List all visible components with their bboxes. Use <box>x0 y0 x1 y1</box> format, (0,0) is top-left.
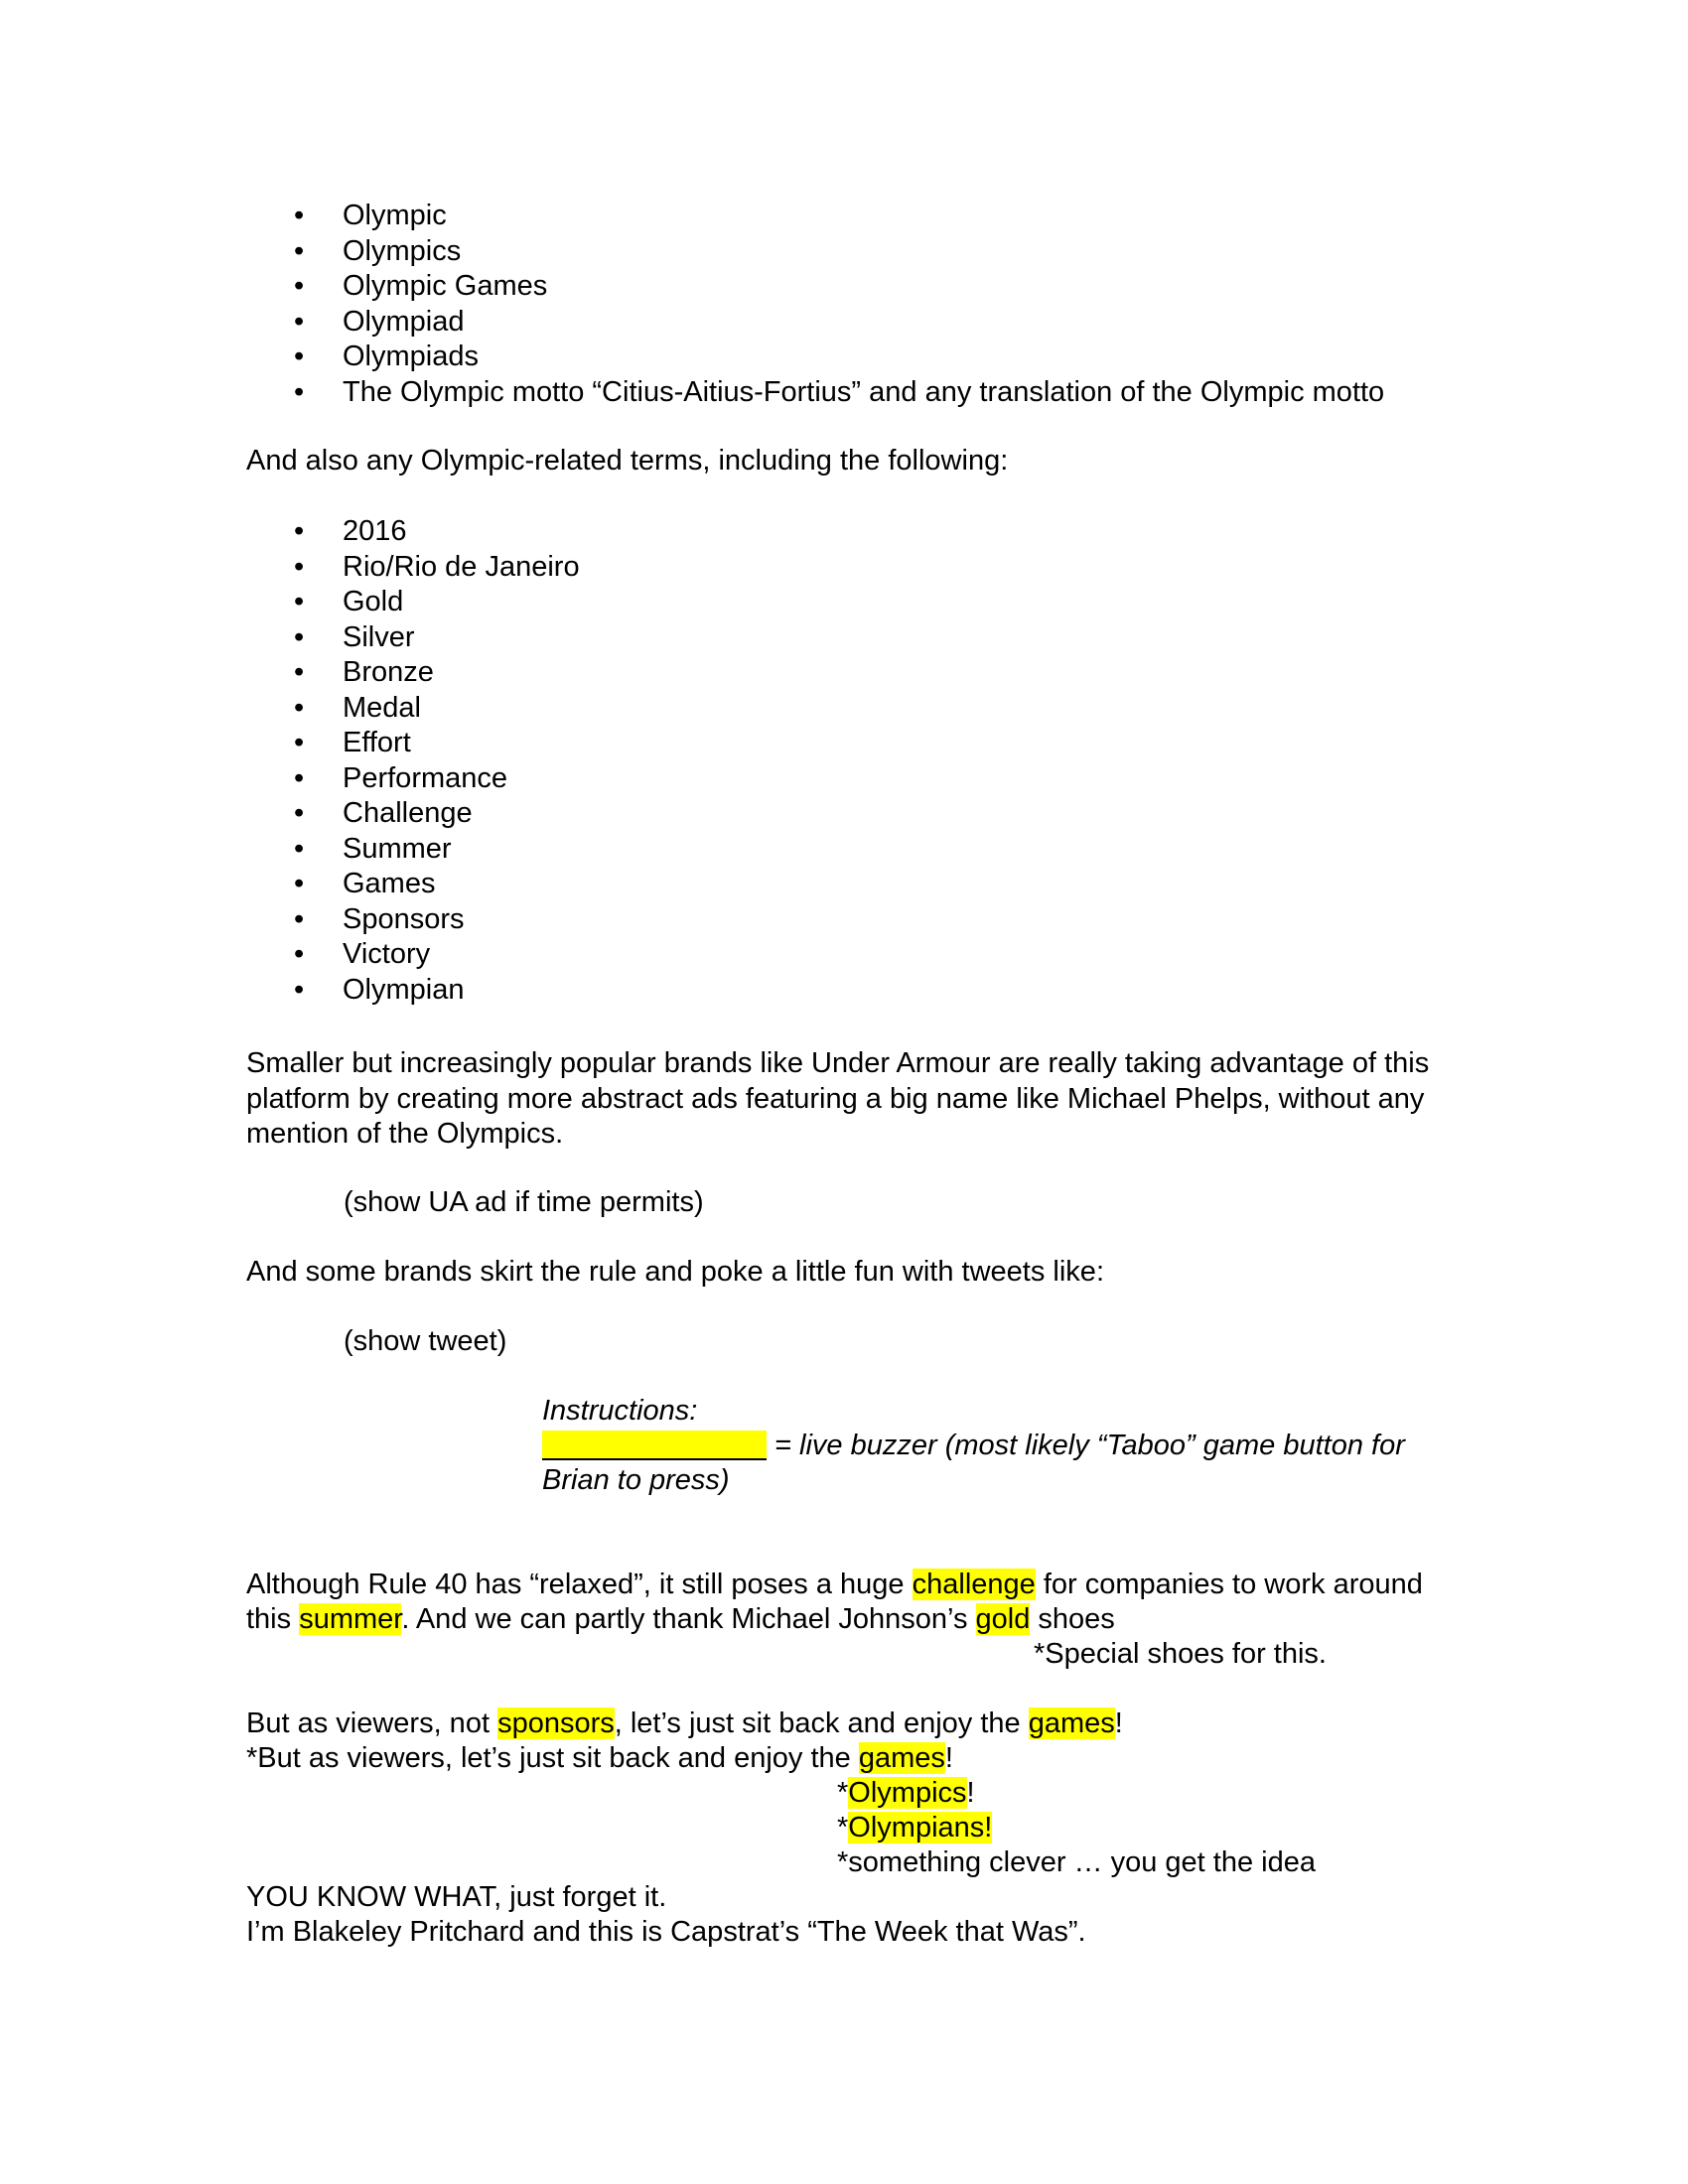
buzzer-word: games <box>1028 1707 1115 1739</box>
viewers-line-1: But as viewers, not sponsors, let’s just sit back and enjoy the games! <box>246 1707 1123 1739</box>
instructions-line-2: Brian to press) <box>542 1464 730 1496</box>
viewers-alt-olympians: *Olympians! <box>837 1812 993 1843</box>
buzzer-word: gold <box>975 1603 1031 1635</box>
rule40-line-1: Although Rule 40 has “relaxed”, it still poses a huge challenge for companies to work around <box>246 1569 1423 1600</box>
stage-direction-ua-ad: (show UA ad if time permits) <box>344 1186 704 1218</box>
signoff-line: I’m Blakeley Pritchard and this is Capstrat’s “The Week that Was”. <box>246 1916 1086 1948</box>
rule40-line-2: this summer. And we can partly thank Michael Johnson’s gold shoes <box>246 1603 1115 1635</box>
buzzer-word: Olympians! <box>848 1812 993 1843</box>
stage-direction-tweet: (show tweet) <box>344 1325 507 1357</box>
brands-skirt-paragraph: And some brands skirt the rule and poke a little fun with tweets like: <box>246 1256 1104 1288</box>
instructions-title: Instructions: <box>542 1395 698 1427</box>
buzzer-word: Olympics <box>848 1777 967 1809</box>
viewers-line-2: *But as viewers, let’s just sit back and enjoy the games! <box>246 1742 953 1774</box>
instructions-line-1 <box>542 1429 1405 1464</box>
buzzer-word: summer <box>299 1603 402 1635</box>
viewers-alt-clever: *something clever … you get the idea <box>837 1846 1316 1878</box>
instructions-text: = live buzzer (most likely “Taboo” game button for <box>767 1430 1405 1461</box>
rule40-note: *Special shoes for this. <box>1034 1638 1327 1670</box>
forget-it-line: YOU KNOW WHAT, just forget it. <box>246 1881 667 1913</box>
under-armour-paragraph: Smaller but increasingly popular brands like Under Armour are really taking advantage of this platform by creating more abstract ads featuring a big name like Michael Phelps, without any mention of the Olympics. <box>246 1047 1430 1150</box>
viewers-alt-olympics: *Olympics! <box>837 1777 975 1809</box>
buzzer-word: sponsors <box>497 1707 615 1739</box>
buzzer-word: challenge <box>912 1569 1036 1600</box>
buzzer-highlight-swatch <box>542 1431 767 1460</box>
document-page: • Olympic • Olympics • Olympic Games • Olympiad • Olympiads • The Olympic motto “Citius-Aitius-Fortius” and any translation of the Olympic motto And also any Olympic-related terms, including the following: • 2016 • Rio/Rio de Janeiro • Gold • Silver • Bronze • Medal • Effort • Performance • Challenge • Summer • Games • Sponsors • Victory • Olympian Smaller but increasingly popular brands like Under Armour are really taking advantage of this platform by creating more abstract ads featuring a big name like Michael Phelps, without any mention of the Olympics. (show UA ad if time permits) And some brands skirt the rule and poke a little fun with tweets like: (show tweet) Instructions: = live buzzer (most likely “Taboo” game button for Brian to press) Although Rule 40 has “relaxed”, it still poses a huge challenge for companies to work around this summer. And we can partly thank Michael Johnson’s gold shoes *Special shoes for this. But as viewers, not sponsors, let’s just sit back and enjoy the games! *But as viewers, let’s just sit back and enjoy the games! *Olympics! *Olympians! *something clever … you get the idea YOU KNOW WHAT, just forget it. I’m Blakeley Pritchard and this is Capstrat’s “The Week that Was”. <box>0 0 1688 2184</box>
buzzer-word: games <box>858 1742 945 1774</box>
related-terms-intro: And also any Olympic-related terms, including the following: <box>246 445 1009 477</box>
